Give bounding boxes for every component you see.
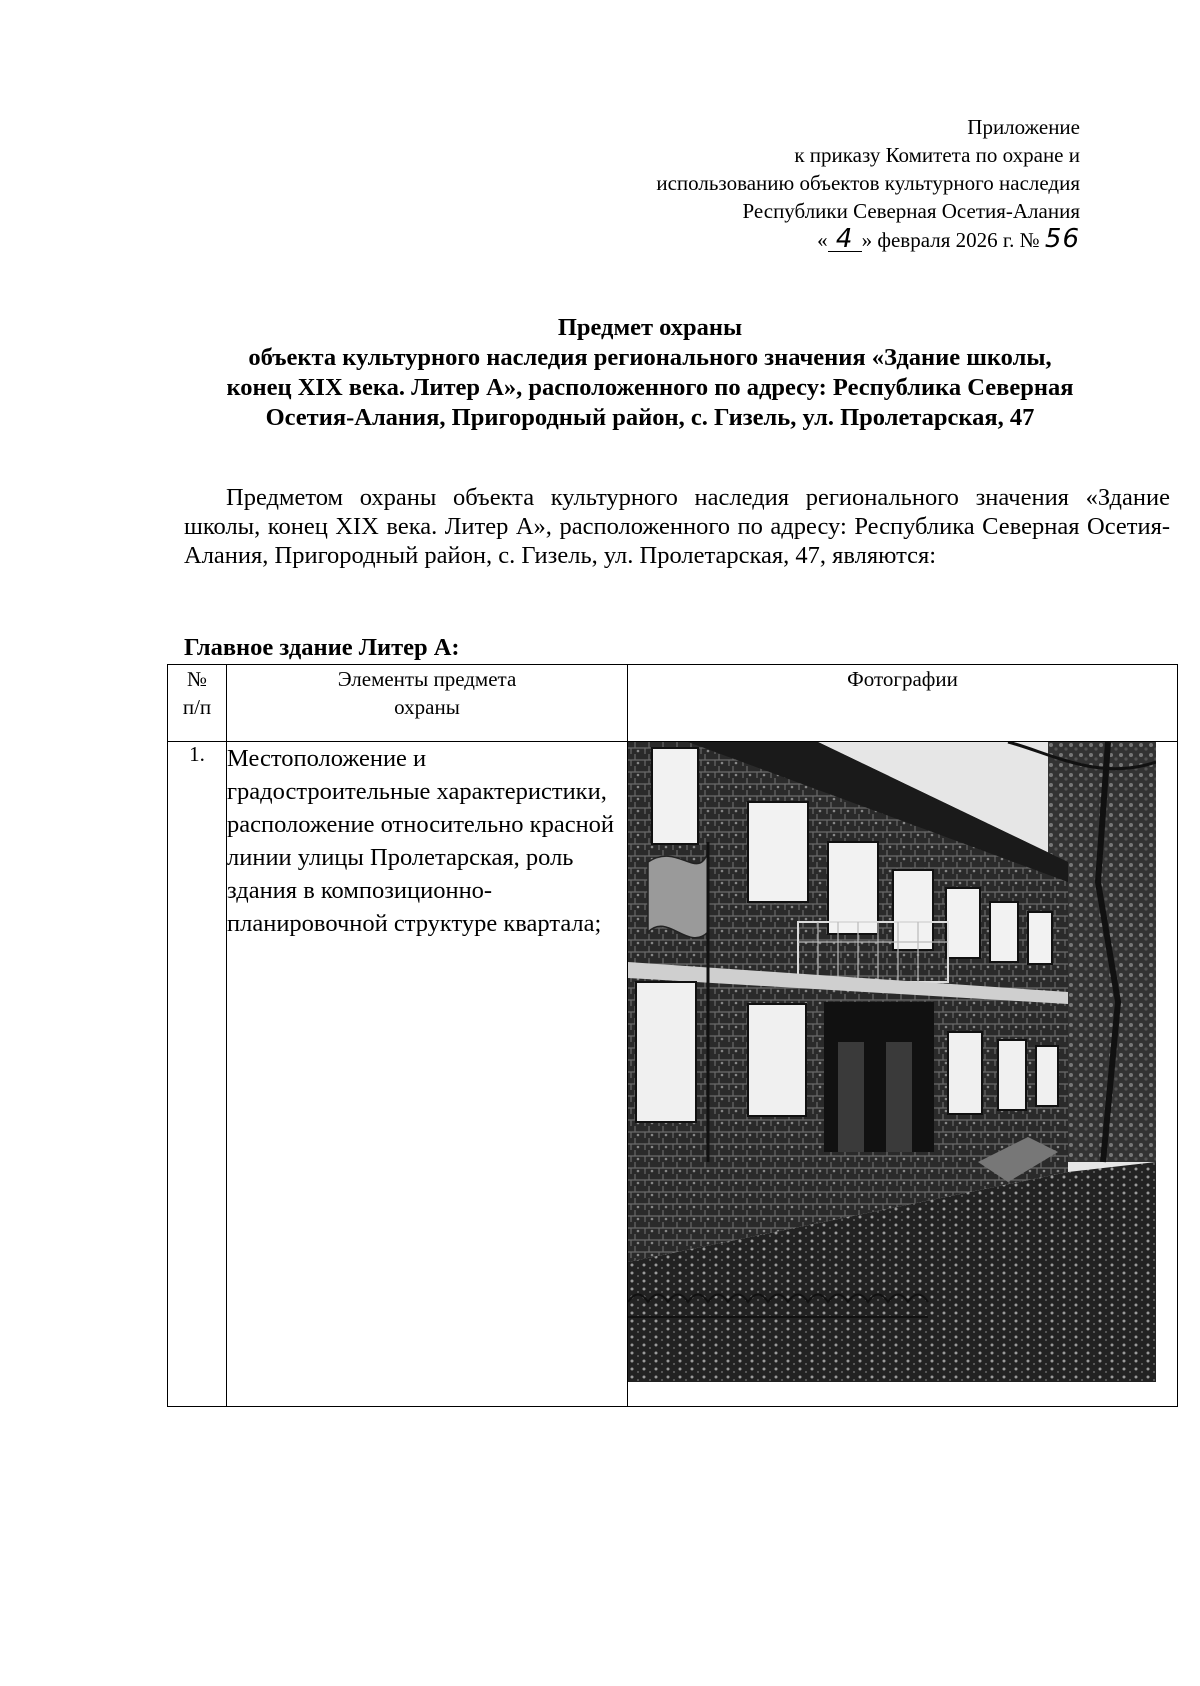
intro-paragraph: Предметом охраны объекта культурного наследия регионального значения «Здание школы, конец XIX века. Литер А», расположенного по адресу: Республика Северная Осетия-Алания, Пригородный район, с. Гизель, ул. Пролетарская, 47, являются:	[184, 484, 1170, 569]
date-rest: февраля 2026 г. №	[872, 228, 1045, 252]
table-row	[168, 742, 1178, 1407]
title-line-3: конец XIX века. Литер А», расположенного по адресу: Республика Северная	[226, 374, 1074, 401]
row-photo-cell	[628, 742, 1178, 1407]
document-title	[140, 313, 1160, 433]
appendix-title: Приложение	[967, 115, 1080, 139]
date-day-handwritten: 4	[828, 228, 862, 252]
appendix-line-order: к приказу Комитета по охране и	[794, 143, 1080, 167]
appendix-line-usage: использованию объектов культурного наследия	[656, 171, 1080, 195]
date-open-quote: «	[817, 228, 828, 252]
row-element-text: Местоположение и градостроительные характеристики, расположение относительно красной линии улицы Пролетарская, роль здания в композиционно-планировочной структуре квартала;	[227, 742, 628, 1407]
header-elements: Элементы предмета охраны	[227, 665, 628, 742]
table-header-row	[168, 665, 1178, 742]
section-heading: Главное здание Литер А:	[184, 634, 460, 661]
header-photos: Фотографии	[628, 665, 1178, 742]
title-line-2: объекта культурного наследия регионального значения «Здание школы,	[248, 344, 1052, 371]
date-close-quote: »	[861, 228, 873, 252]
school-building-photo	[628, 742, 1156, 1382]
appendix-block	[520, 113, 1080, 254]
title-line-4: Осетия-Алания, Пригородный район, с. Гизель, ул. Пролетарская, 47	[265, 404, 1035, 431]
appendix-date-line	[520, 225, 1080, 254]
protection-table	[167, 664, 1178, 1407]
row-number: 1.	[168, 742, 227, 1407]
appendix-line-republic: Республики Северная Осетия-Алания	[742, 199, 1080, 223]
order-number-handwritten: 56	[1044, 224, 1080, 254]
header-num: № п/п	[168, 665, 227, 742]
title-line-1: Предмет охраны	[557, 314, 743, 341]
